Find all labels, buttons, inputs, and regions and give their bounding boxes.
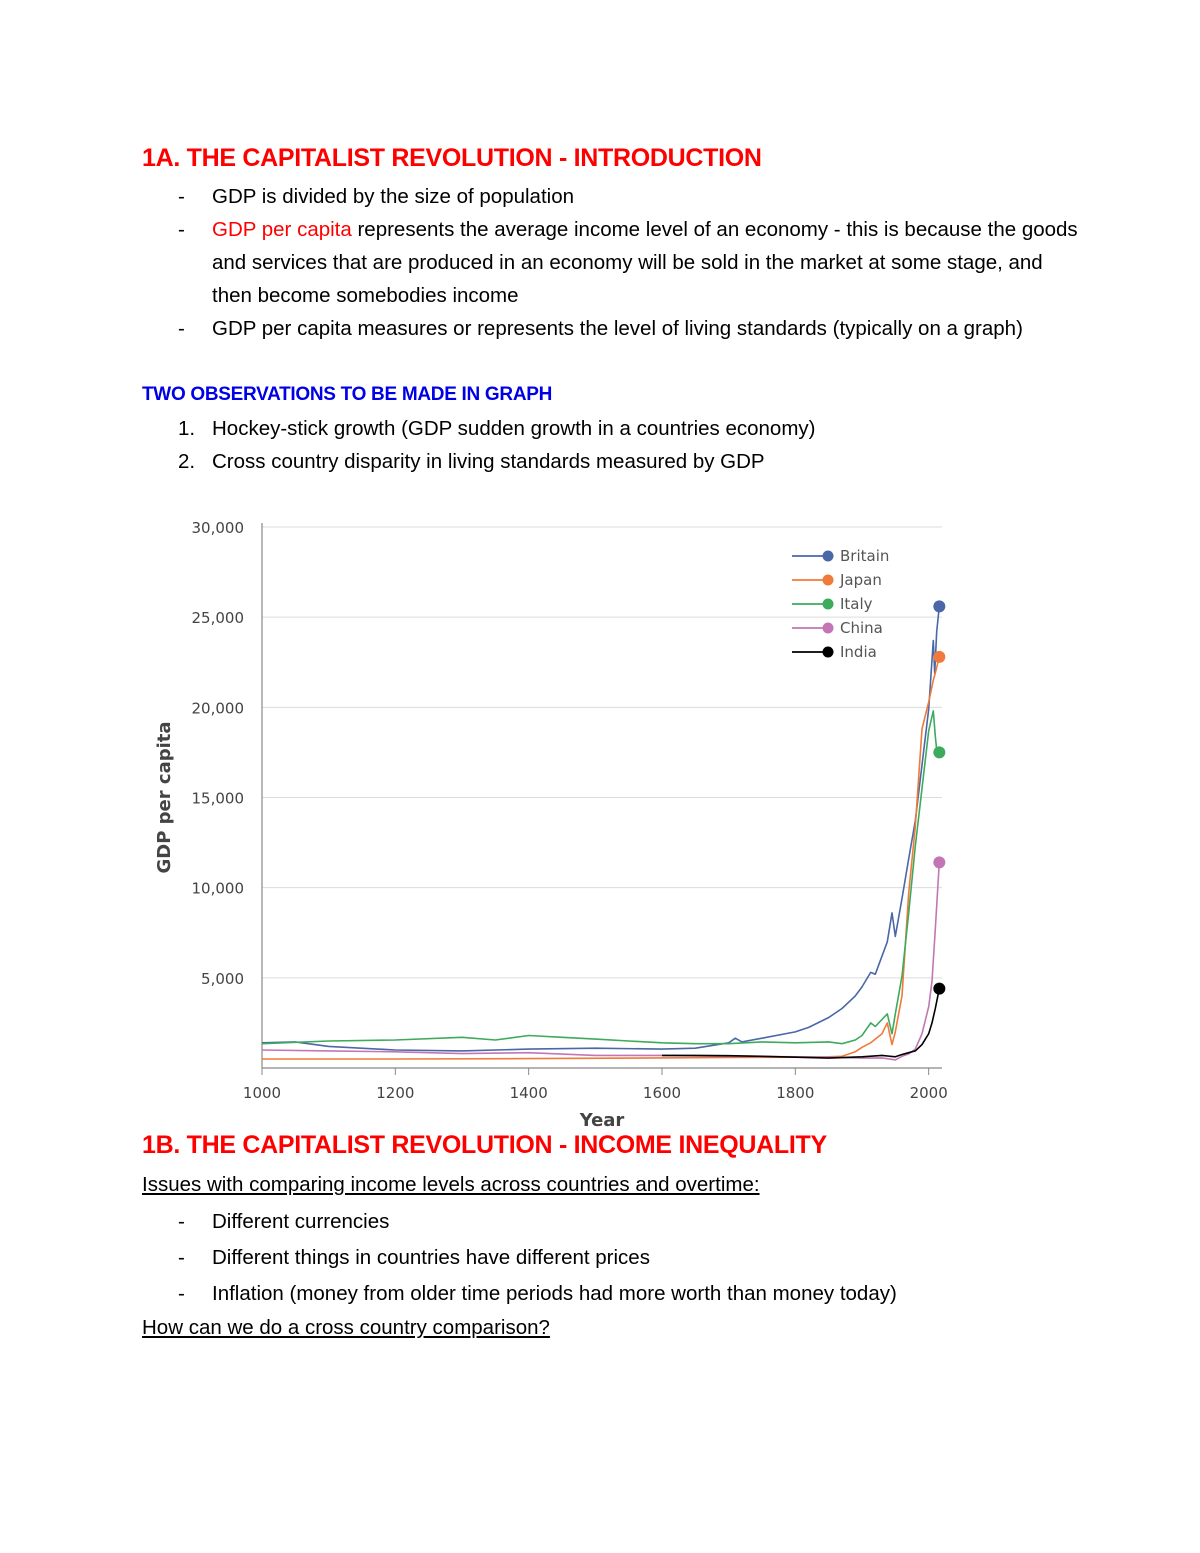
series-endpoint-india bbox=[933, 983, 945, 995]
list-marker: - bbox=[178, 1246, 185, 1269]
y-tick-label: 10,000 bbox=[191, 879, 244, 898]
series-line-britain bbox=[262, 606, 939, 1051]
list-item-text: Different currencies bbox=[212, 1210, 390, 1233]
list-marker: - bbox=[178, 185, 185, 208]
series-endpoint-britain bbox=[933, 600, 945, 612]
observations-list bbox=[142, 412, 1082, 478]
list-marker: 2. bbox=[178, 450, 196, 473]
legend-swatch-dot bbox=[823, 623, 834, 634]
series-line-china bbox=[262, 862, 939, 1060]
list-item-text: Inflation (money from older time periods had more worth than money today) bbox=[212, 1282, 897, 1305]
gdp-per-capita-chart bbox=[142, 480, 972, 1131]
issues-list bbox=[142, 1204, 1082, 1312]
x-tick-label: 1200 bbox=[376, 1084, 415, 1102]
definition-bullet-list bbox=[142, 180, 1082, 345]
list-item-text: Cross country disparity in living standards measured by GDP bbox=[212, 450, 765, 473]
list-item-text: Different things in countries have different prices bbox=[212, 1246, 650, 1269]
list-item bbox=[142, 445, 1082, 478]
list-item bbox=[142, 1204, 1082, 1240]
observations-heading: TWO OBSERVATIONS TO BE MADE IN GRAPH bbox=[142, 384, 553, 405]
y-tick-label: 5,000 bbox=[201, 969, 244, 988]
legend-swatch-dot bbox=[823, 551, 834, 562]
series-line-italy bbox=[262, 711, 939, 1044]
y-tick-label: 15,000 bbox=[191, 789, 244, 808]
x-tick-label: 1400 bbox=[509, 1084, 548, 1102]
x-tick-label: 1000 bbox=[242, 1084, 282, 1102]
y-tick-label: 25,000 bbox=[191, 609, 244, 628]
x-tick-label: 2000 bbox=[909, 1084, 948, 1102]
section-1b-heading: 1B. THE CAPITALIST REVOLUTION - INCOME INEQUALITY bbox=[142, 1131, 827, 1159]
list-marker: - bbox=[178, 1210, 185, 1233]
list-item bbox=[142, 180, 1082, 213]
list-marker: - bbox=[178, 317, 185, 340]
series-line-japan bbox=[262, 657, 939, 1059]
y-tick-label: 30,000 bbox=[191, 519, 244, 537]
series-endpoint-japan bbox=[933, 651, 945, 663]
x-tick-label: 1800 bbox=[776, 1084, 815, 1102]
y-axis-title: GDP per capita bbox=[154, 721, 175, 874]
series-endpoint-italy bbox=[933, 746, 945, 758]
legend-label: Japan bbox=[840, 571, 882, 589]
series-endpoint-china bbox=[933, 856, 945, 868]
legend-label: Italy bbox=[840, 595, 873, 613]
section-1a-heading: 1A. THE CAPITALIST REVOLUTION - INTRODUCTION bbox=[142, 144, 762, 172]
x-axis-title: Year bbox=[579, 1110, 625, 1131]
cross-country-question: How can we do a cross country comparison? bbox=[142, 1316, 550, 1339]
list-marker: - bbox=[178, 1282, 185, 1305]
legend-label: India bbox=[840, 643, 877, 661]
legend-label: Britain bbox=[840, 547, 890, 565]
list-item bbox=[142, 312, 1082, 345]
list-item-text: represents the average income level of an economy - this is because the goods and services that are produced in an economy will be sold in the market at some stage, and then become somebodies income bbox=[212, 218, 1078, 307]
legend-swatch-dot bbox=[823, 647, 834, 658]
highlighted-term: GDP per capita bbox=[212, 218, 352, 241]
list-marker: 1. bbox=[178, 417, 196, 440]
list-item bbox=[142, 412, 1082, 445]
list-item-text: GDP is divided by the size of population bbox=[212, 185, 575, 208]
list-marker: - bbox=[178, 218, 185, 241]
y-tick-label: 20,000 bbox=[191, 699, 244, 718]
issues-label: Issues with comparing income levels across countries and overtime: bbox=[142, 1173, 760, 1196]
list-item bbox=[142, 213, 1082, 312]
legend-label: China bbox=[840, 619, 883, 637]
x-tick-label: 1600 bbox=[642, 1084, 682, 1102]
list-item bbox=[142, 1276, 1082, 1312]
list-item bbox=[142, 1240, 1082, 1276]
list-item-text: Hockey-stick growth (GDP sudden growth in a countries economy) bbox=[212, 417, 816, 440]
list-item-text: GDP per capita measures or represents the level of living standards (typically on a graph) bbox=[212, 317, 1023, 340]
legend-swatch-dot bbox=[823, 599, 834, 610]
legend-swatch-dot bbox=[823, 575, 834, 586]
